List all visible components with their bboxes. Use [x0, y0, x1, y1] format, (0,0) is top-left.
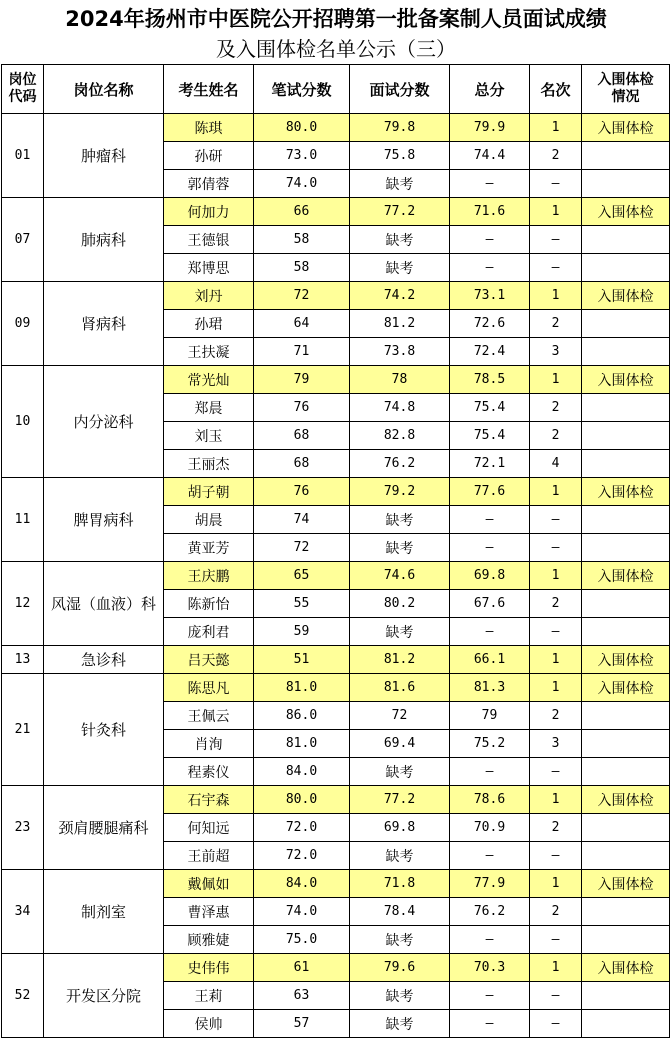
rank-cell: 2: [530, 310, 582, 338]
interview-score-cell: 81.2: [350, 310, 450, 338]
position-name-cell: 制剂室: [44, 870, 164, 954]
exam-status-cell: 入围体检: [582, 478, 670, 506]
written-score-cell: 63: [254, 982, 350, 1010]
total-score-cell: 72.4: [450, 338, 530, 366]
candidate-name-cell: 王德银: [164, 226, 254, 254]
total-score-cell: 72.6: [450, 310, 530, 338]
position-code-cell: 10: [2, 366, 44, 478]
candidate-name-cell: 史伟伟: [164, 954, 254, 982]
written-score-cell: 68: [254, 450, 350, 478]
exam-status-cell: 入围体检: [582, 646, 670, 674]
header-interview: 面试分数: [350, 65, 450, 114]
rank-cell: —: [530, 982, 582, 1010]
interview-score-cell: 缺考: [350, 506, 450, 534]
exam-status-cell: [582, 814, 670, 842]
exam-status-cell: [582, 310, 670, 338]
position-name-cell: 脾胃病科: [44, 478, 164, 562]
interview-score-cell: 76.2: [350, 450, 450, 478]
written-score-cell: 79: [254, 366, 350, 394]
exam-status-cell: [582, 170, 670, 198]
position-name-cell: 肺病科: [44, 198, 164, 282]
exam-status-cell: [582, 590, 670, 618]
candidate-name-cell: 吕天懿: [164, 646, 254, 674]
written-score-cell: 71: [254, 338, 350, 366]
rank-cell: —: [530, 226, 582, 254]
interview-score-cell: 71.8: [350, 870, 450, 898]
interview-score-cell: 77.2: [350, 786, 450, 814]
rank-cell: 3: [530, 338, 582, 366]
interview-score-cell: 74.6: [350, 562, 450, 590]
written-score-cell: 65: [254, 562, 350, 590]
written-score-cell: 81.0: [254, 674, 350, 702]
rank-cell: 3: [530, 730, 582, 758]
candidate-name-cell: 郭倩蓉: [164, 170, 254, 198]
position-name-cell: 开发区分院: [44, 954, 164, 1038]
rank-cell: 1: [530, 562, 582, 590]
position-name-cell: 风湿（血液）科: [44, 562, 164, 646]
interview-score-cell: 缺考: [350, 254, 450, 282]
position-name-cell: 肿瘤科: [44, 114, 164, 198]
total-score-cell: 79.9: [450, 114, 530, 142]
rank-cell: 1: [530, 478, 582, 506]
rank-cell: 1: [530, 954, 582, 982]
written-score-cell: 86.0: [254, 702, 350, 730]
interview-score-cell: 80.2: [350, 590, 450, 618]
interview-score-cell: 缺考: [350, 842, 450, 870]
total-score-cell: 77.9: [450, 870, 530, 898]
exam-status-cell: [582, 926, 670, 954]
rank-cell: 2: [530, 590, 582, 618]
candidate-name-cell: 胡子朝: [164, 478, 254, 506]
rank-cell: —: [530, 1010, 582, 1038]
written-score-cell: 66: [254, 198, 350, 226]
candidate-name-cell: 孙珺: [164, 310, 254, 338]
position-code-cell: 52: [2, 954, 44, 1038]
header-code: [2, 65, 44, 114]
rank-cell: 2: [530, 422, 582, 450]
exam-status-cell: 入围体检: [582, 366, 670, 394]
header-code-text: 岗位 代码: [8, 72, 37, 105]
candidate-name-cell: 顾雅婕: [164, 926, 254, 954]
table-row: [2, 562, 670, 590]
written-score-cell: 57: [254, 1010, 350, 1038]
interview-score-cell: 81.2: [350, 646, 450, 674]
written-score-cell: 80.0: [254, 114, 350, 142]
candidate-name-cell: 曹泽惠: [164, 898, 254, 926]
total-score-cell: —: [450, 926, 530, 954]
candidate-name-cell: 何知远: [164, 814, 254, 842]
interview-score-cell: 74.8: [350, 394, 450, 422]
interview-score-cell: 69.8: [350, 814, 450, 842]
total-score-cell: —: [450, 170, 530, 198]
position-code-cell: 09: [2, 282, 44, 366]
interview-score-cell: 缺考: [350, 618, 450, 646]
header-position: 岗位名称: [44, 65, 164, 114]
exam-status-cell: [582, 422, 670, 450]
exam-status-cell: 入围体检: [582, 562, 670, 590]
candidate-name-cell: 孙研: [164, 142, 254, 170]
written-score-cell: 74.0: [254, 170, 350, 198]
interview-score-cell: 77.2: [350, 198, 450, 226]
rank-cell: 1: [530, 646, 582, 674]
position-code-cell: 07: [2, 198, 44, 282]
exam-status-cell: [582, 338, 670, 366]
candidate-name-cell: 庞利君: [164, 618, 254, 646]
interview-score-cell: 缺考: [350, 170, 450, 198]
rank-cell: 2: [530, 702, 582, 730]
exam-status-cell: [582, 142, 670, 170]
rank-cell: —: [530, 842, 582, 870]
table-row: [2, 198, 670, 226]
candidate-name-cell: 常光灿: [164, 366, 254, 394]
candidate-name-cell: 何加力: [164, 198, 254, 226]
position-code-cell: 34: [2, 870, 44, 954]
rank-cell: 1: [530, 786, 582, 814]
rank-cell: —: [530, 758, 582, 786]
position-code-cell: 13: [2, 646, 44, 674]
position-name-cell: 针灸科: [44, 674, 164, 786]
header-total: 总分: [450, 65, 530, 114]
exam-status-cell: [582, 226, 670, 254]
written-score-cell: 58: [254, 226, 350, 254]
table-row: [2, 478, 670, 506]
rank-cell: 2: [530, 142, 582, 170]
rank-cell: —: [530, 926, 582, 954]
header-written: 笔试分数: [254, 65, 350, 114]
interview-score-cell: 缺考: [350, 982, 450, 1010]
interview-score-cell: 缺考: [350, 758, 450, 786]
total-score-cell: 70.9: [450, 814, 530, 842]
written-score-cell: 72.0: [254, 842, 350, 870]
total-score-cell: —: [450, 1010, 530, 1038]
written-score-cell: 74: [254, 506, 350, 534]
header-rank: 名次: [530, 65, 582, 114]
interview-score-cell: 78.4: [350, 898, 450, 926]
total-score-cell: —: [450, 534, 530, 562]
candidate-name-cell: 王莉: [164, 982, 254, 1010]
written-score-cell: 84.0: [254, 758, 350, 786]
table-row: [2, 366, 670, 394]
written-score-cell: 72: [254, 534, 350, 562]
total-score-cell: 70.3: [450, 954, 530, 982]
total-score-cell: 77.6: [450, 478, 530, 506]
header-name: 考生姓名: [164, 65, 254, 114]
exam-status-cell: [582, 618, 670, 646]
interview-score-cell: 69.4: [350, 730, 450, 758]
total-score-cell: 75.2: [450, 730, 530, 758]
written-score-cell: 64: [254, 310, 350, 338]
rank-cell: 4: [530, 450, 582, 478]
candidate-name-cell: 黄亚芳: [164, 534, 254, 562]
total-score-cell: 72.1: [450, 450, 530, 478]
candidate-name-cell: 刘丹: [164, 282, 254, 310]
header-status-text: 入围体检 情况: [597, 72, 654, 105]
written-score-cell: 76: [254, 478, 350, 506]
total-score-cell: 81.3: [450, 674, 530, 702]
written-score-cell: 58: [254, 254, 350, 282]
interview-score-cell: 79.2: [350, 478, 450, 506]
candidate-name-cell: 戴佩如: [164, 870, 254, 898]
exam-status-cell: [582, 758, 670, 786]
exam-status-cell: 入围体检: [582, 282, 670, 310]
interview-score-cell: 82.8: [350, 422, 450, 450]
candidate-name-cell: 郑晨: [164, 394, 254, 422]
written-score-cell: 61: [254, 954, 350, 982]
total-score-cell: 74.4: [450, 142, 530, 170]
header-row: [2, 65, 670, 114]
total-score-cell: —: [450, 842, 530, 870]
position-code-cell: 21: [2, 674, 44, 786]
table-row: [2, 954, 670, 982]
table-row: [2, 870, 670, 898]
interview-score-cell: 缺考: [350, 1010, 450, 1038]
written-score-cell: 51: [254, 646, 350, 674]
results-table: [1, 64, 670, 1038]
rank-cell: 2: [530, 898, 582, 926]
candidate-name-cell: 郑博思: [164, 254, 254, 282]
interview-score-cell: 缺考: [350, 226, 450, 254]
rank-cell: 2: [530, 814, 582, 842]
rank-cell: —: [530, 534, 582, 562]
table-body: [2, 114, 670, 1038]
rank-cell: 1: [530, 282, 582, 310]
written-score-cell: 75.0: [254, 926, 350, 954]
candidate-name-cell: 王丽杰: [164, 450, 254, 478]
interview-score-cell: 81.6: [350, 674, 450, 702]
position-code-cell: 23: [2, 786, 44, 870]
interview-score-cell: 缺考: [350, 926, 450, 954]
candidate-name-cell: 肖洵: [164, 730, 254, 758]
total-score-cell: 78.5: [450, 366, 530, 394]
written-score-cell: 55: [254, 590, 350, 618]
exam-status-cell: [582, 1010, 670, 1038]
title-line-2: 及入围体检名单公示（三）: [216, 37, 456, 61]
rank-cell: —: [530, 506, 582, 534]
exam-status-cell: 入围体检: [582, 114, 670, 142]
exam-status-cell: [582, 254, 670, 282]
total-score-cell: —: [450, 618, 530, 646]
table-row: [2, 674, 670, 702]
position-name-cell: 内分泌科: [44, 366, 164, 478]
candidate-name-cell: 陈思凡: [164, 674, 254, 702]
written-score-cell: 74.0: [254, 898, 350, 926]
header-status: [582, 65, 670, 114]
table-row: [2, 282, 670, 310]
total-score-cell: 71.6: [450, 198, 530, 226]
interview-score-cell: 79.6: [350, 954, 450, 982]
rank-cell: 1: [530, 870, 582, 898]
total-score-cell: 79: [450, 702, 530, 730]
candidate-name-cell: 侯帅: [164, 1010, 254, 1038]
candidate-name-cell: 程素仪: [164, 758, 254, 786]
total-score-cell: 69.8: [450, 562, 530, 590]
total-score-cell: 76.2: [450, 898, 530, 926]
interview-score-cell: 73.8: [350, 338, 450, 366]
exam-status-cell: 入围体检: [582, 786, 670, 814]
candidate-name-cell: 胡晨: [164, 506, 254, 534]
written-score-cell: 68: [254, 422, 350, 450]
written-score-cell: 81.0: [254, 730, 350, 758]
exam-status-cell: [582, 394, 670, 422]
interview-score-cell: 72: [350, 702, 450, 730]
total-score-cell: 73.1: [450, 282, 530, 310]
interview-score-cell: 79.8: [350, 114, 450, 142]
total-score-cell: —: [450, 254, 530, 282]
total-score-cell: —: [450, 226, 530, 254]
total-score-cell: 75.4: [450, 422, 530, 450]
position-code-cell: 12: [2, 562, 44, 646]
candidate-name-cell: 石宇森: [164, 786, 254, 814]
exam-status-cell: [582, 506, 670, 534]
exam-status-cell: [582, 534, 670, 562]
exam-status-cell: [582, 450, 670, 478]
total-score-cell: 75.4: [450, 394, 530, 422]
written-score-cell: 72: [254, 282, 350, 310]
rank-cell: 1: [530, 366, 582, 394]
rank-cell: 1: [530, 674, 582, 702]
total-score-cell: —: [450, 506, 530, 534]
interview-score-cell: 78: [350, 366, 450, 394]
candidate-name-cell: 刘玉: [164, 422, 254, 450]
written-score-cell: 59: [254, 618, 350, 646]
rank-cell: 1: [530, 198, 582, 226]
position-name-cell: 急诊科: [44, 646, 164, 674]
exam-status-cell: 入围体检: [582, 954, 670, 982]
exam-status-cell: [582, 730, 670, 758]
rank-cell: —: [530, 254, 582, 282]
candidate-name-cell: 王扶凝: [164, 338, 254, 366]
candidate-name-cell: 王前超: [164, 842, 254, 870]
written-score-cell: 80.0: [254, 786, 350, 814]
exam-status-cell: 入围体检: [582, 198, 670, 226]
position-name-cell: 肾病科: [44, 282, 164, 366]
exam-status-cell: [582, 842, 670, 870]
table-row: [2, 114, 670, 142]
interview-score-cell: 74.2: [350, 282, 450, 310]
written-score-cell: 73.0: [254, 142, 350, 170]
rank-cell: —: [530, 618, 582, 646]
total-score-cell: 66.1: [450, 646, 530, 674]
position-code-cell: 11: [2, 478, 44, 562]
rank-cell: 2: [530, 394, 582, 422]
exam-status-cell: [582, 702, 670, 730]
exam-status-cell: [582, 898, 670, 926]
exam-status-cell: 入围体检: [582, 870, 670, 898]
candidate-name-cell: 陈琪: [164, 114, 254, 142]
rank-cell: 1: [530, 114, 582, 142]
total-score-cell: —: [450, 982, 530, 1010]
candidate-name-cell: 王佩云: [164, 702, 254, 730]
interview-score-cell: 75.8: [350, 142, 450, 170]
total-score-cell: —: [450, 758, 530, 786]
table-row: [2, 646, 670, 674]
exam-status-cell: [582, 982, 670, 1010]
position-code-cell: 01: [2, 114, 44, 198]
written-score-cell: 76: [254, 394, 350, 422]
title-line-1: 2024年扬州市中医院公开招聘第一批备案制人员面试成绩: [65, 7, 607, 31]
interview-score-cell: 缺考: [350, 534, 450, 562]
position-name-cell: 颈肩腰腿痛科: [44, 786, 164, 870]
total-score-cell: 67.6: [450, 590, 530, 618]
candidate-name-cell: 王庆鹏: [164, 562, 254, 590]
table-row: [2, 786, 670, 814]
exam-status-cell: 入围体检: [582, 674, 670, 702]
written-score-cell: 72.0: [254, 814, 350, 842]
written-score-cell: 84.0: [254, 870, 350, 898]
rank-cell: —: [530, 170, 582, 198]
candidate-name-cell: 陈新怡: [164, 590, 254, 618]
total-score-cell: 78.6: [450, 786, 530, 814]
